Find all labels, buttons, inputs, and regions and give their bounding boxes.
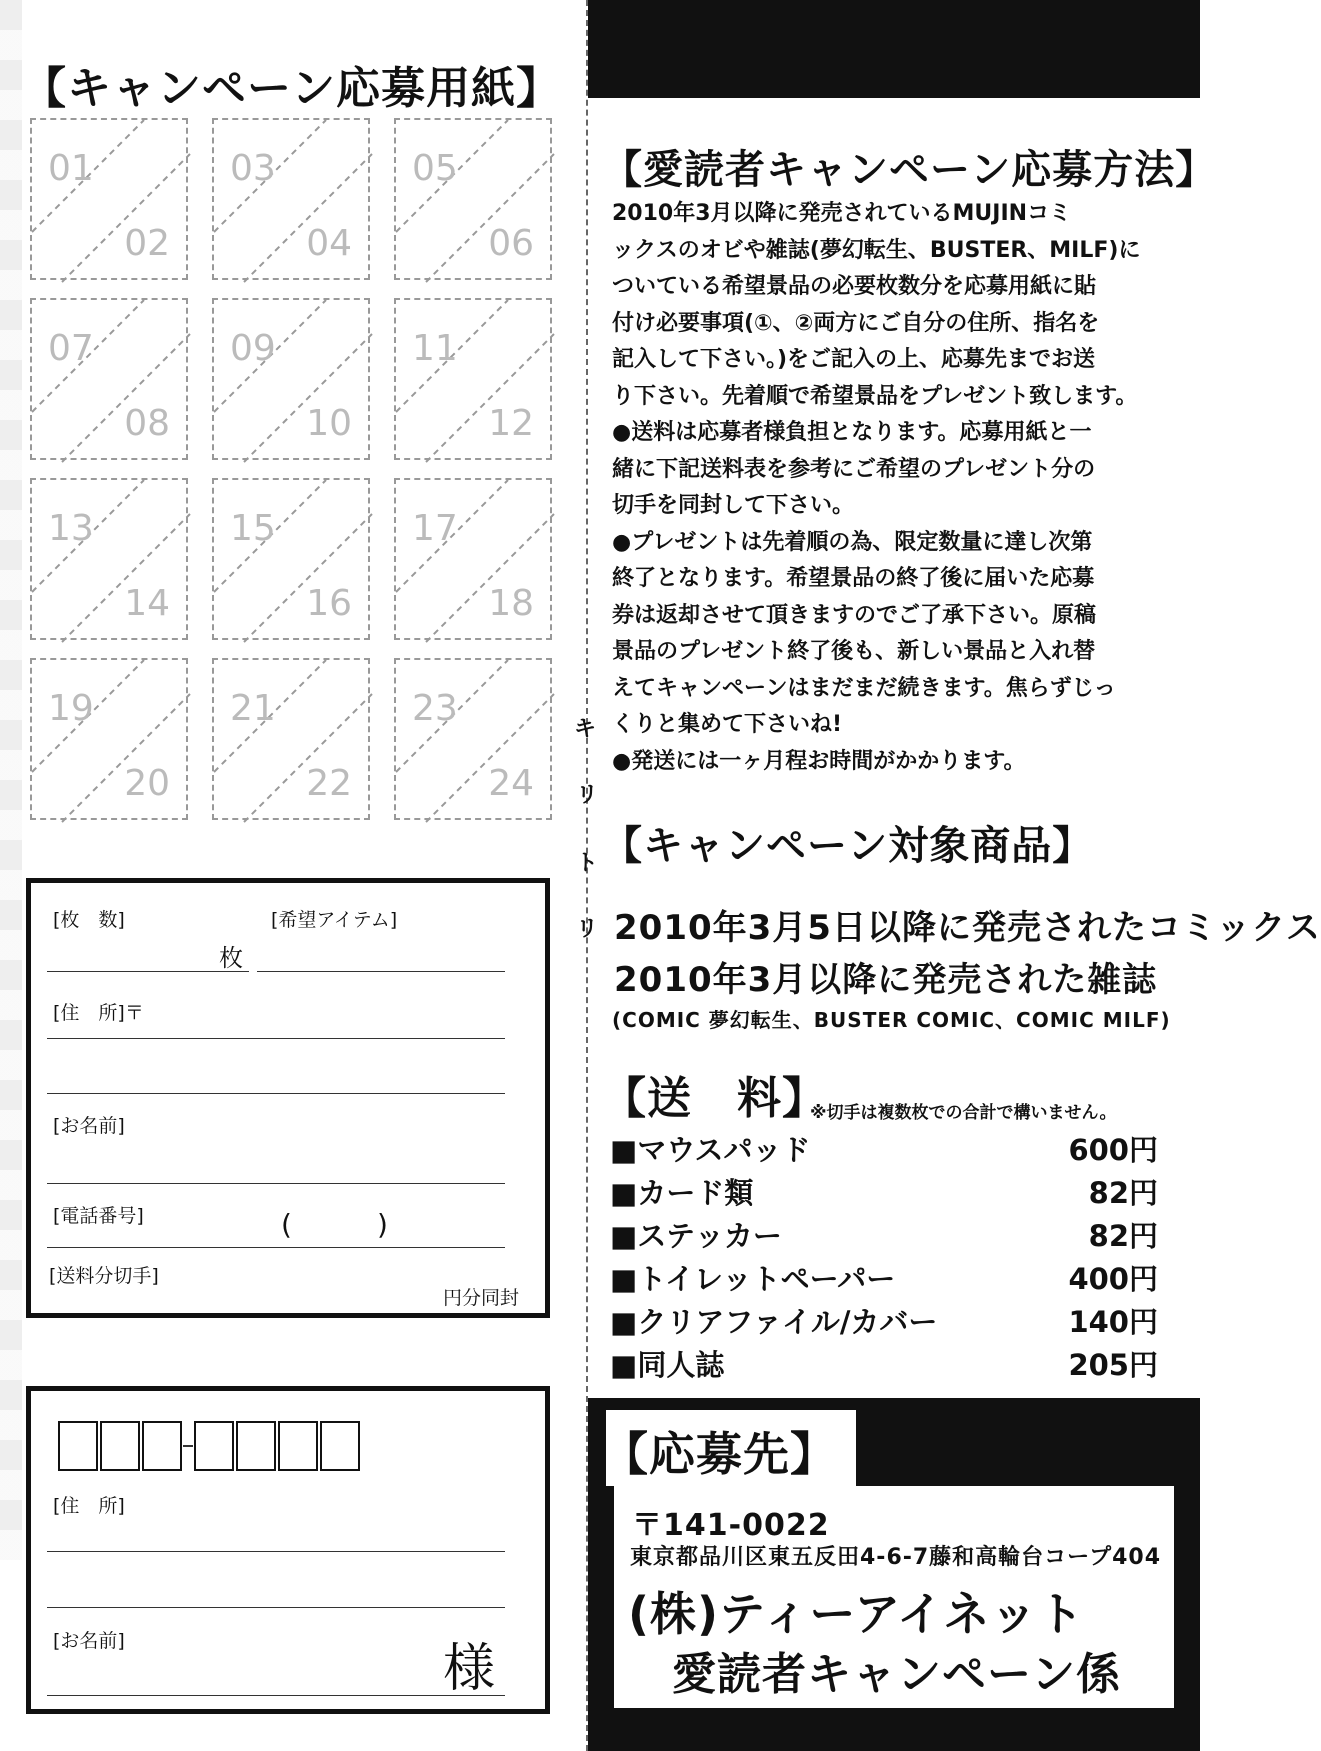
coupon-slot[interactable]: [394, 298, 552, 460]
coupon-number: 18: [488, 583, 534, 624]
item-line[interactable]: [257, 971, 505, 972]
zip-dash: [183, 1445, 193, 1447]
phone-paren-close: ): [377, 1208, 388, 1241]
price-item-name: ■カード類: [610, 1176, 754, 1210]
method-line: 2010年3月以降に発売されているMUJINコミ: [612, 201, 1072, 226]
shipping-title: 【送 料】: [602, 1073, 827, 1124]
coupon-slot[interactable]: [30, 478, 188, 640]
price-item-value: 600円: [1068, 1133, 1158, 1167]
destination-title: 【応募先】: [602, 1427, 837, 1481]
count-line[interactable]: [47, 971, 249, 972]
phone-line[interactable]: [47, 1247, 505, 1248]
coupon-number: 02: [124, 223, 170, 264]
coupon-slot[interactable]: [212, 298, 370, 460]
stamp-unit: 円分同封: [443, 1287, 520, 1309]
name-line[interactable]: [47, 1183, 505, 1184]
return-name-line[interactable]: [47, 1695, 505, 1696]
item-label: [希望アイテム]: [271, 909, 398, 931]
shipping-note: ※切手は複数枚での合計で構いません。: [810, 1103, 1117, 1123]
phone-paren-open: (: [281, 1208, 292, 1241]
coupon-number: 17: [412, 508, 458, 549]
entry-form-box: [26, 878, 550, 1318]
coupon-number: 20: [124, 763, 170, 804]
method-line: くりと集めて下さいね!: [612, 712, 843, 737]
price-item-value: 140円: [1068, 1305, 1158, 1339]
zip-cell-7[interactable]: [320, 1421, 360, 1471]
price-item-value: 82円: [1088, 1176, 1158, 1210]
products-line-2: 2010年3月以降に発売された雑誌: [614, 960, 1158, 1000]
destination-address: 東京都品川区東五反田4-6-7藤和高輪台コープ404: [630, 1545, 1162, 1570]
coupon-number: 14: [124, 583, 170, 624]
method-line: 緒に下記送料表を参考にご希望のプレゼント分の: [612, 456, 1096, 482]
zip-cell-3[interactable]: [142, 1421, 182, 1471]
return-address-box: [26, 1386, 550, 1714]
stamp-label: [送料分切手]: [49, 1265, 159, 1287]
phone-label: [電話番号]: [53, 1205, 144, 1227]
cut-mark-ri-2: リ: [576, 917, 599, 942]
coupon-number: 19: [48, 688, 94, 729]
method-line: ●プレゼントは先着順の為、限定数量に達し次第: [612, 529, 1093, 555]
destination-dept: 愛読者キャンペーン係: [672, 1649, 1122, 1700]
coupon-number: 04: [306, 223, 352, 264]
method-line: 付け必要事項(①、②両方にご自分の住所、指名を: [612, 310, 1100, 336]
return-address-line-2[interactable]: [47, 1607, 505, 1608]
coupon-number: 24: [488, 763, 534, 804]
price-row: [610, 1257, 1158, 1297]
coupon-number: 16: [306, 583, 352, 624]
top-black-band: [588, 0, 1200, 98]
coupon-number: 06: [488, 223, 534, 264]
coupon-number: 13: [48, 508, 94, 549]
coupon-number: 15: [230, 508, 276, 549]
address-label: [住 所]〒: [53, 1002, 144, 1024]
return-address-label: [住 所]: [53, 1495, 125, 1517]
address-line-2[interactable]: [47, 1093, 505, 1094]
coupon-number: 08: [124, 403, 170, 444]
price-item-name: ■同人誌: [610, 1348, 725, 1382]
price-item-name: ■トイレットペーパー: [610, 1262, 896, 1296]
coupon-number: 03: [230, 148, 276, 189]
return-name-label: [お名前]: [53, 1630, 125, 1652]
method-line: 記入して下さい。)をご記入の上、応募先までお送: [612, 347, 1096, 372]
price-item-value: 82円: [1088, 1219, 1158, 1253]
method-line: ●送料は応募者様負担となります。応募用紙と一: [612, 420, 1092, 445]
name-label: [お名前]: [53, 1115, 125, 1137]
method-line: えてキャンペーンはまだまだ続きます。焦らずじっ: [612, 675, 1116, 701]
count-unit: 枚: [219, 944, 243, 972]
cut-mark-ki: キ: [574, 717, 597, 742]
address-line-1[interactable]: [47, 1038, 505, 1039]
zip-cell-2[interactable]: [100, 1421, 140, 1471]
destination-company: (株)ティーアイネット: [628, 1587, 1085, 1641]
price-item-name: ■マウスパッド: [610, 1133, 811, 1167]
return-address-line-1[interactable]: [47, 1551, 505, 1552]
coupon-slot[interactable]: [30, 298, 188, 460]
price-row: [610, 1343, 1158, 1383]
price-item-name: ■クリアファイル/カバー: [610, 1305, 938, 1339]
form-title: 【キャンペーン応募用紙】: [22, 63, 562, 114]
coupon-slot[interactable]: [30, 118, 188, 280]
price-item-value: 400円: [1068, 1262, 1158, 1296]
products-line-3: (COMIC 夢幻転生、BUSTER COMIC、COMIC MILF): [612, 1008, 1171, 1032]
coupon-number: 21: [230, 688, 276, 729]
coupon-number: 22: [306, 763, 352, 804]
coupon-number: 12: [488, 403, 534, 444]
coupon-slot[interactable]: [212, 118, 370, 280]
count-label: [枚 数]: [53, 909, 125, 931]
price-item-name: ■ステッカー: [610, 1219, 782, 1253]
method-line: 景品のプレゼント終了後も、新しい景品と入れ替: [612, 639, 1096, 664]
products-title: 【キャンペーン対象商品】: [602, 823, 1094, 869]
coupon-number: 09: [230, 328, 276, 369]
destination-box: [614, 1486, 1174, 1708]
method-line: ついている希望景品の必要枚数分を応募用紙に貼: [612, 274, 1097, 299]
products-line-1: 2010年3月5日以降に発売されたコミックス: [614, 908, 1321, 948]
zip-cell-5[interactable]: [236, 1421, 276, 1471]
price-row: [610, 1300, 1158, 1340]
method-line: り下さい。先着順で希望景品をプレゼント致します。: [612, 383, 1138, 409]
price-row: [610, 1214, 1158, 1254]
method-line: 切手を同封して下さい。: [612, 493, 855, 518]
price-row: [610, 1171, 1158, 1211]
destination-postal: 〒141-0022: [632, 1508, 830, 1543]
coupon-slot[interactable]: [394, 658, 552, 820]
coupon-slot[interactable]: [212, 478, 370, 640]
coupon-number: 23: [412, 688, 458, 729]
method-body: [612, 196, 1140, 780]
cut-mark-to: ト: [576, 851, 599, 876]
zip-cell-1[interactable]: [58, 1421, 98, 1471]
coupon-number: 05: [412, 148, 458, 189]
zip-cell-6[interactable]: [278, 1421, 318, 1471]
cut-mark-ri-1: リ: [576, 783, 599, 808]
method-line: ックスのオビや雑誌(夢幻転生、BUSTER、MILF)に: [612, 237, 1141, 263]
coupon-number: 11: [412, 328, 458, 369]
method-line: ●発送には一ヶ月程お時間がかかります。: [612, 748, 1026, 774]
method-line: 券は返却させて頂きますのでご了承下さい。原稿: [612, 602, 1097, 628]
coupon-number: 01: [48, 148, 94, 189]
method-title: 【愛読者キャンペーン応募方法】: [602, 147, 1217, 193]
margin-watermark: [0, 0, 22, 1560]
coupon-slot[interactable]: [394, 118, 552, 280]
method-line: 終了となります。希望景品の終了後に届いた応募: [612, 566, 1095, 591]
coupon-slot[interactable]: [394, 478, 552, 640]
coupon-slot[interactable]: [212, 658, 370, 820]
coupon-number: 07: [48, 328, 94, 369]
zip-cell-4[interactable]: [194, 1421, 234, 1471]
coupon-number: 10: [306, 403, 352, 444]
coupon-slot[interactable]: [30, 658, 188, 820]
price-row: [610, 1128, 1158, 1168]
price-item-value: 205円: [1068, 1348, 1158, 1382]
honorific-sama: 様: [443, 1639, 496, 1699]
